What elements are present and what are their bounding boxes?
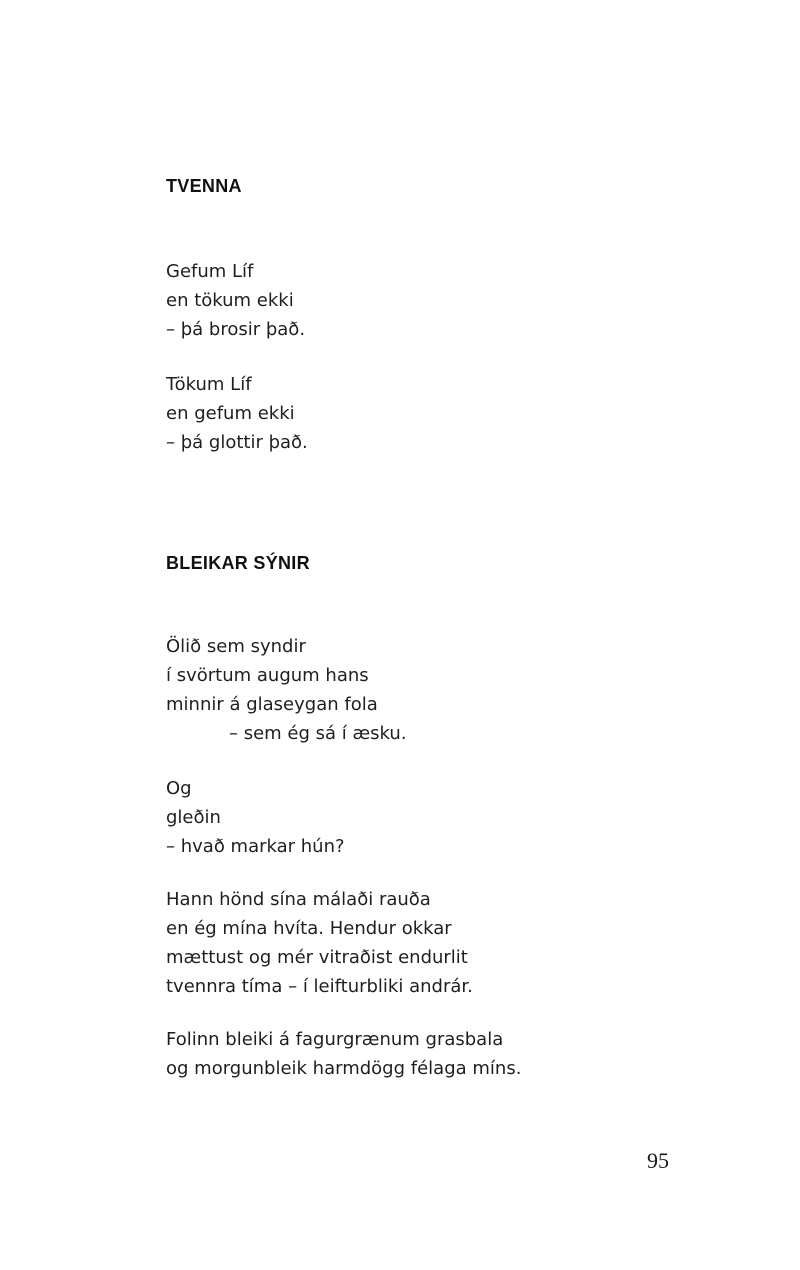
poem-line: Folinn bleiki á fagurgrænum grasbala — [166, 1029, 504, 1050]
poem-stanza — [166, 1025, 521, 1083]
poem-line: en gefum ekki — [166, 403, 295, 424]
poem-line: gleðin — [166, 807, 221, 828]
poem-line: Hann hönd sína málaði rauða — [166, 889, 431, 910]
page-number: 95 — [647, 1148, 669, 1173]
poem-line: Tökum Líf — [166, 374, 252, 395]
poem-title-bleikar-synir: BLEIKAR SÝNIR — [166, 553, 310, 573]
poem-line: Og — [166, 778, 192, 799]
poem-stanza — [166, 632, 407, 748]
poem-stanza — [166, 885, 473, 1001]
poem-line: í svörtum augum hans — [166, 665, 369, 686]
poem-line: – sem ég sá í æsku. — [229, 723, 407, 744]
poem-line: en tökum ekki — [166, 290, 294, 311]
poem-stanza — [166, 370, 308, 457]
poem-title-tvenna: TVENNA — [166, 176, 242, 196]
poem-line: og morgunbleik harmdögg félaga míns. — [166, 1058, 522, 1079]
poem-line: Ölið sem syndir — [166, 636, 306, 657]
poem-line: – hvað markar hún? — [166, 836, 345, 857]
poem-line: Gefum Líf — [166, 261, 254, 282]
poem-line: – þá glottir það. — [166, 432, 308, 453]
poem-line: – þá brosir það. — [166, 319, 306, 340]
poem-line: mættust og mér vitraðist endurlit — [166, 947, 468, 968]
poem-line: en ég mína hvíta. Hendur okkar — [166, 918, 452, 939]
poem-line: minnir á glaseygan fola — [166, 694, 378, 715]
poem-stanza — [166, 774, 345, 861]
poem-line: tvennra tíma – í leifturbliki andrár. — [166, 976, 473, 997]
poem-stanza — [166, 257, 305, 344]
